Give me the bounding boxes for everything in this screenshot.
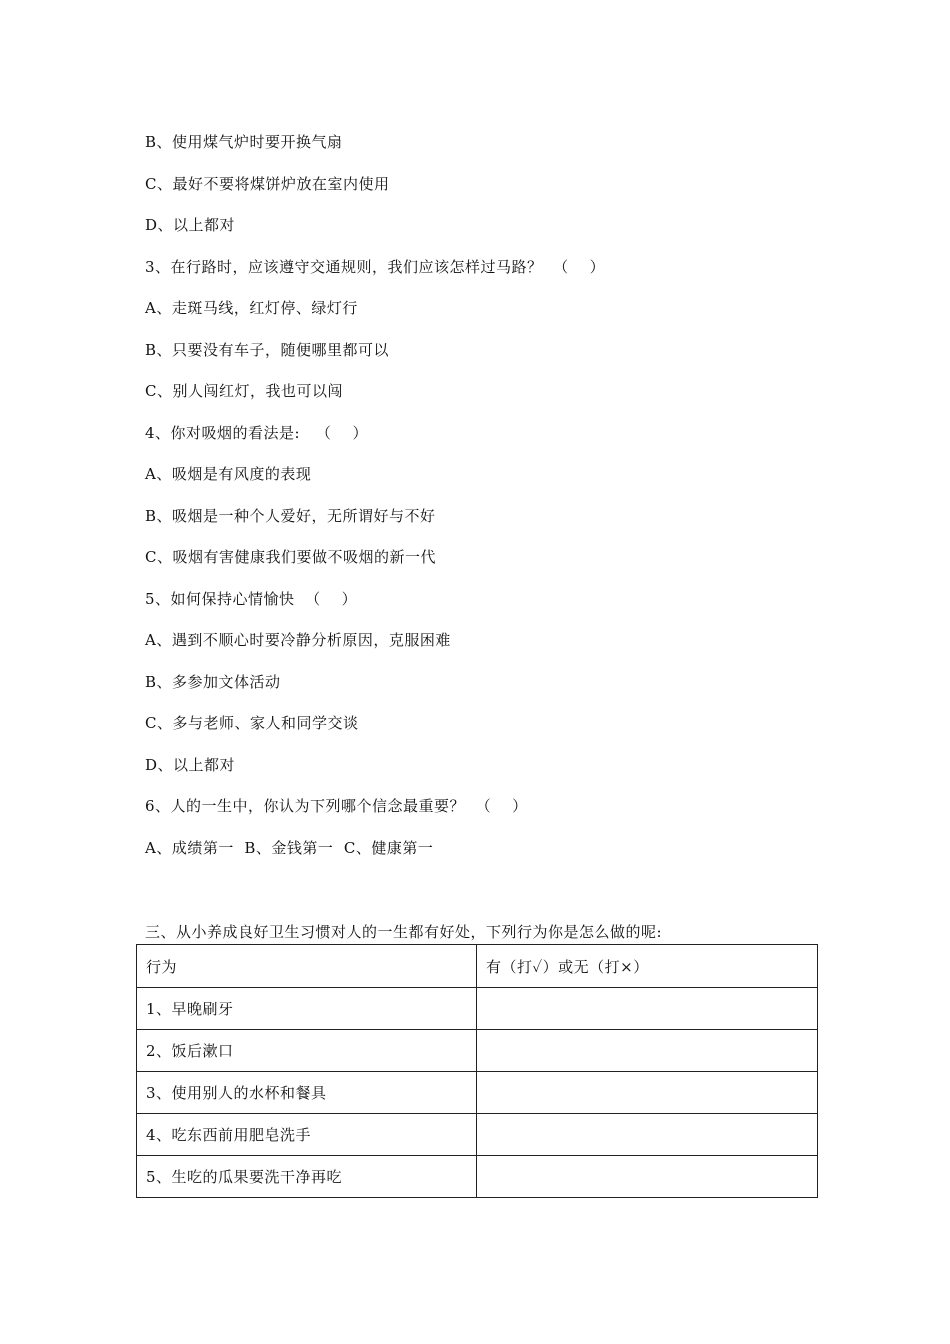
question-5-option-b: B、多参加文体活动	[145, 673, 281, 691]
question-3-option-c: C、别人闯红灯，我也可以闯	[145, 382, 343, 400]
table-row	[137, 1156, 818, 1198]
answer-cell[interactable]	[477, 1114, 818, 1156]
question-4-option-c: C、吸烟有害健康我们要做不吸烟的新一代	[145, 548, 436, 566]
answer-cell[interactable]	[477, 1072, 818, 1114]
section-3-title: 三、从小养成良好卫生习惯对人的一生都有好处，下列行为你是怎么做的呢:	[145, 923, 663, 941]
hygiene-habits-table	[136, 944, 818, 1198]
question-6: 6、人的一生中，你认为下列哪个信念最重要？ （ ）	[145, 797, 528, 815]
table-row	[137, 1030, 818, 1072]
behavior-cell: 3、使用别人的水杯和餐具	[137, 1072, 477, 1114]
table-row	[137, 988, 818, 1030]
table-row	[137, 1114, 818, 1156]
question-3-option-a: A、走斑马线，红灯停、绿灯行	[145, 299, 358, 317]
behavior-cell: 4、吃东西前用肥皂洗手	[137, 1114, 477, 1156]
option-b-gas-stove: B、使用煤气炉时要开换气扇	[145, 133, 343, 151]
answer-cell[interactable]	[477, 1156, 818, 1198]
answer-cell[interactable]	[477, 1030, 818, 1072]
question-6-options: A、成绩第一 B、金钱第一 C、健康第一	[145, 839, 434, 857]
header-yes-no: 有（打✓）或无（打×）	[477, 945, 818, 988]
header-behavior: 行为	[137, 945, 477, 988]
behavior-cell: 5、生吃的瓜果要洗干净再吃	[137, 1156, 477, 1198]
question-4: 4、你对吸烟的看法是: （ ）	[145, 424, 368, 442]
question-3-option-b: B、只要没有车子，随便哪里都可以	[145, 341, 390, 359]
question-4-option-b: B、吸烟是一种个人爱好，无所谓好与不好	[145, 507, 436, 525]
option-c-coal-stove: C、最好不要将煤饼炉放在室内使用	[145, 175, 390, 193]
question-3: 3、在行路时，应该遵守交通规则，我们应该怎样过马路？ （ ）	[145, 258, 606, 276]
option-d-all-correct: D、以上都对	[145, 216, 236, 234]
question-4-option-a: A、吸烟是有风度的表现	[145, 465, 312, 483]
table-row	[137, 1072, 818, 1114]
table-header-row	[137, 945, 818, 988]
question-5-option-c: C、多与老师、家人和同学交谈	[145, 714, 359, 732]
question-5-option-d: D、以上都对	[145, 756, 236, 774]
answer-cell[interactable]	[477, 988, 818, 1030]
question-5: 5、如何保持心情愉快 （ ）	[145, 590, 358, 608]
question-5-option-a: A、遇到不顺心时要冷静分析原因，克服困难	[145, 631, 451, 649]
behavior-cell: 2、饭后漱口	[137, 1030, 477, 1072]
behavior-cell: 1、早晚刷牙	[137, 988, 477, 1030]
